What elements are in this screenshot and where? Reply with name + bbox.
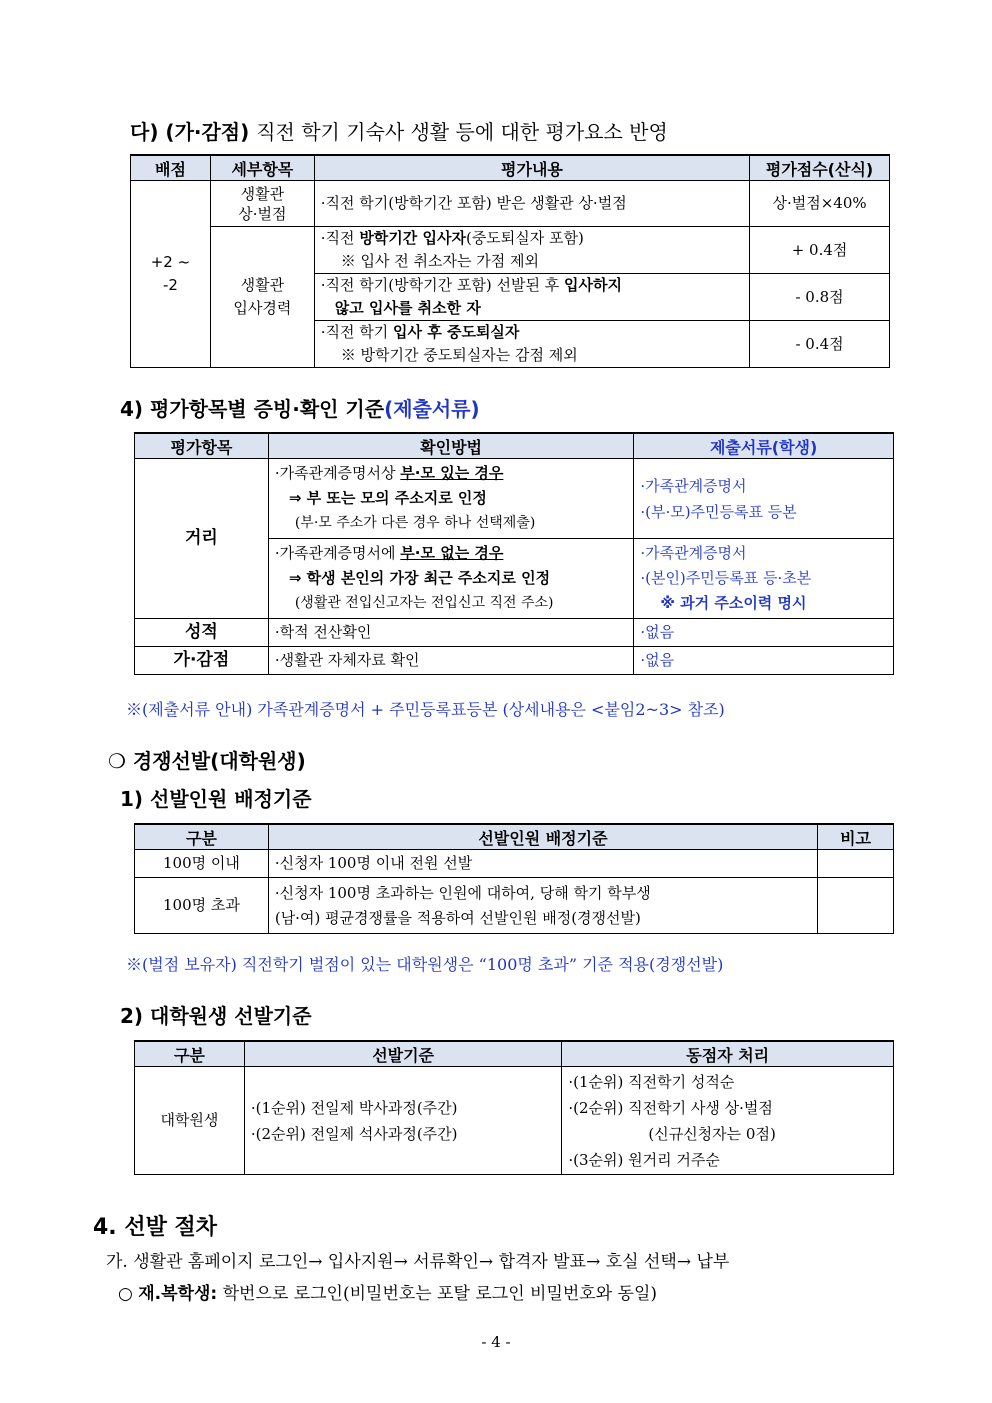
bullet-icon: ❍ <box>108 749 126 773</box>
grade-docs: ·없음 <box>634 619 894 647</box>
header-remarks: 비고 <box>818 824 894 850</box>
header-content: 평가내용 <box>314 155 749 181</box>
row4-score: - 0.4점 <box>750 321 890 368</box>
bonus-label: 가·감점 <box>135 647 269 675</box>
evidence-table <box>134 432 894 675</box>
alloc-row2-content: ·신청자 100명 초과하는 인원에 대하여, 당해 학기 학부생 (남·여) 평균경쟁률을 적용하여 선발인원 배정(경쟁선발) <box>268 878 817 934</box>
procedure-line2-rest: 학번으로 로그인(비밀번호는 포탈 로그인 비밀번호와 동일) <box>217 1284 658 1304</box>
grad-label: 대학원생 <box>135 1067 245 1175</box>
procedure-line2-bold: 재.복학생: <box>138 1284 218 1304</box>
grad-criteria-table <box>134 1040 894 1175</box>
grad-criteria: ·(1순위) 전일제 박사과정(주간) ·(2순위) 전일제 석사과정(주간) <box>244 1067 562 1175</box>
section-da-heading-bold: 다) (가·감점) <box>130 120 250 144</box>
header-category: 구분 <box>135 824 269 850</box>
section4-heading <box>120 393 480 422</box>
grad-heading <box>108 745 306 774</box>
procedure-line1: 가. 생활관 홈페이지 로그인→ 입사지원→ 서류확인→ 합격자 발표→ 호실 선택→ 납부 <box>106 1252 730 1272</box>
procedure-line2 <box>118 1279 657 1304</box>
item-life-points: 생활관 상·벌점 <box>210 181 314 227</box>
section-da-heading <box>130 116 668 145</box>
distance-case2-method: ·가족관계증명서에 부·모 없는 경우 ⇒ 학생 본인의 가장 최근 주소지로 인정 (생활관 전입신고자는 전입신고 직전 주소) <box>268 539 634 619</box>
alloc-row1-label: 100명 이내 <box>135 850 269 878</box>
row1-content: ·직전 학기(방학기간 포함) 받은 생활관 상·벌점 <box>314 181 749 227</box>
header-tiebreak: 동점자 처리 <box>562 1041 894 1067</box>
procedure-heading: 4. 선발 절차 <box>93 1215 217 1240</box>
bonus-method: ·생활관 자체자료 확인 <box>268 647 634 675</box>
distance-case1-docs: ·가족관계증명서 ·(부·모)주민등록표 등본 <box>634 459 894 539</box>
header-score-range: 배점 <box>131 155 211 181</box>
row2-content: ·직전 방학기간 입사자(중도퇴실자 포함) ※ 입사 전 취소자는 가점 제외 <box>314 227 749 274</box>
alloc-row2-label: 100명 초과 <box>135 878 269 934</box>
score-range-cell: +2 ~ -2 <box>131 181 211 368</box>
grad-sub2: 2) 대학원생 선발기준 <box>120 1004 312 1028</box>
docs-note: ※(제출서류 안내) 가족관계증명서 + 주민등록표등본 (상세내용은 <붙임2~3> 참조) <box>126 700 725 719</box>
row2-score: + 0.4점 <box>750 227 890 274</box>
circle-bullet-icon: ○ <box>118 1284 133 1304</box>
row4-content: ·직전 학기 입사 후 중도퇴실자 ※ 방학기간 중도퇴실자는 감점 제외 <box>314 321 749 368</box>
header-eval-item: 평가항목 <box>135 433 269 459</box>
header-criteria: 선발기준 <box>244 1041 562 1067</box>
header-docs: 제출서류(학생) <box>634 433 894 459</box>
header-score: 평가점수(산식) <box>750 155 890 181</box>
alloc-row1-content: ·신청자 100명 이내 전원 선발 <box>268 850 817 878</box>
penalty-note: ※(벌점 보유자) 직전학기 벌점이 있는 대학원생은 “100명 초과” 기준 적용(경쟁선발) <box>126 955 724 974</box>
header-grad-category: 구분 <box>135 1041 245 1067</box>
section-da-heading-rest: 직전 학기 기숙사 생활 등에 대한 평가요소 반영 <box>256 120 668 144</box>
section4-heading-text: 4) 평가항목별 증빙·확인 기준 <box>120 397 385 421</box>
alloc-row2-note <box>818 878 894 934</box>
section4-heading-blue: (제출서류) <box>384 397 480 421</box>
distance-label: 거리 <box>135 459 269 619</box>
row3-score: - 0.8점 <box>750 274 890 321</box>
distance-case2-docs: ·가족관계증명서 ·(본인)주민등록표 등·초본 ※ 과거 주소이력 명시 <box>634 539 894 619</box>
header-method: 확인방법 <box>268 433 634 459</box>
allocation-table <box>134 823 894 934</box>
grad-tiebreak: ·(1순위) 직전학기 성적순 ·(2순위) 직전학기 사생 상·벌점 (신규신청자는 0점) ·(3순위) 원거리 거주순 <box>562 1067 894 1175</box>
grade-label: 성적 <box>135 619 269 647</box>
page-number: - 4 - <box>481 1333 511 1351</box>
grad-heading-text: 경쟁선발(대학원생) <box>132 749 306 773</box>
header-item: 세부항목 <box>210 155 314 181</box>
bonus-penalty-table <box>130 154 890 368</box>
row3-content: ·직전 학기(방학기간 포함) 선발된 후 입사하지 않고 입사를 취소한 자 <box>314 274 749 321</box>
header-allocation: 선발인원 배정기준 <box>268 824 817 850</box>
row1-score: 상·벌점×40% <box>750 181 890 227</box>
alloc-row1-note <box>818 850 894 878</box>
distance-case1-method: ·가족관계증명서상 부·모 있는 경우 ⇒ 부 또는 모의 주소지로 인정 (부·모 주소가 다른 경우 하나 선택제출) <box>268 459 634 539</box>
grad-sub1: 1) 선발인원 배정기준 <box>120 787 312 811</box>
bonus-docs: ·없음 <box>634 647 894 675</box>
item-entry-history: 생활관 입사경력 <box>210 227 314 368</box>
grade-method: ·학적 전산확인 <box>268 619 634 647</box>
